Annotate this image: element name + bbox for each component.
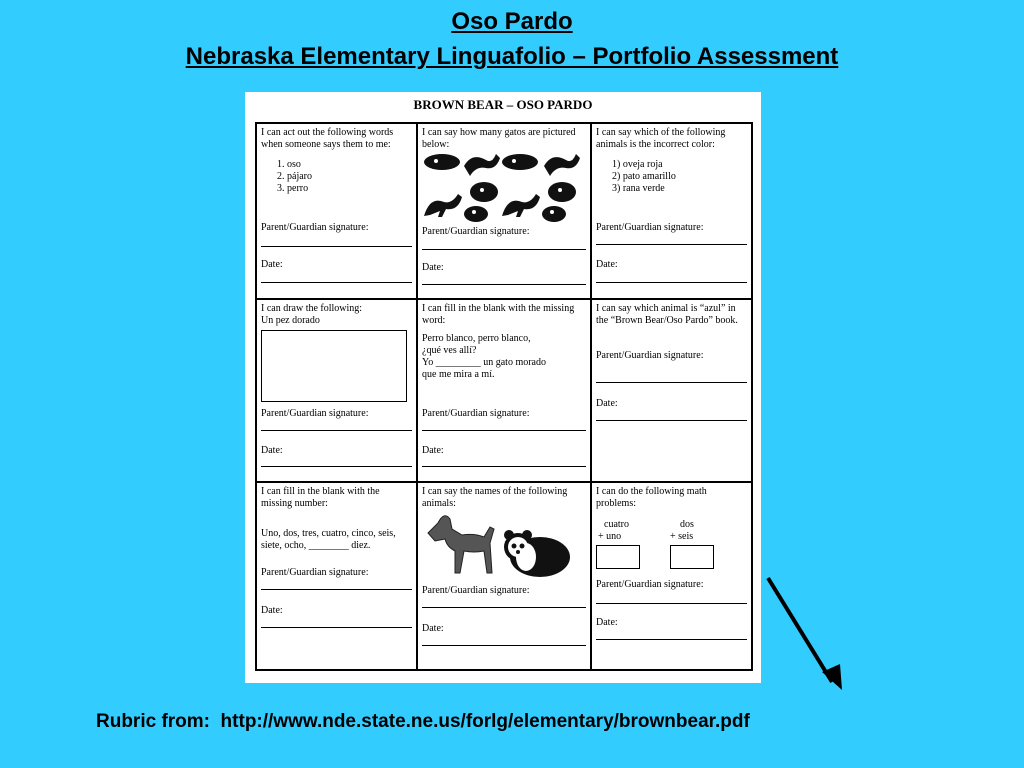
answer-box-2[interactable] xyxy=(670,545,714,569)
signature-line xyxy=(596,603,747,604)
list-item: 1) oveja roja xyxy=(612,159,663,170)
signature-line xyxy=(422,249,586,250)
cell-math xyxy=(592,483,751,669)
date-label: Date: xyxy=(261,605,283,616)
dog-and-panda-illustration xyxy=(422,509,578,585)
signature-label: Parent/Guardian signature: xyxy=(422,585,530,596)
cell-prompt: I can say the names of the following animals: xyxy=(422,486,568,509)
cell-prompt: I can say which of the following animals is the incorrect color: xyxy=(596,127,726,150)
date-label: Date: xyxy=(422,262,444,273)
signature-line xyxy=(596,382,747,383)
date-line xyxy=(261,282,412,283)
cell-prompt: I can draw the following: xyxy=(261,303,363,314)
math-problem-1-bottom: + uno xyxy=(598,531,622,542)
verse-line: Perro blanco, perro blanco, xyxy=(422,333,531,344)
date-line xyxy=(422,645,586,646)
date-label: Date: xyxy=(596,259,618,270)
signature-label: Parent/Guardian signature: xyxy=(261,408,369,419)
date-line xyxy=(261,466,412,467)
number-sequence: Uno, dos, tres, cuatro, cinco, seis, siete, ocho, ________ diez. xyxy=(261,528,396,551)
verse xyxy=(422,333,586,381)
rubric-document xyxy=(245,92,761,683)
document-title: BROWN BEAR – OSO PARDO xyxy=(413,97,593,112)
signature-label: Parent/Guardian signature: xyxy=(422,226,530,237)
draw-subject: Un pez dorado xyxy=(261,315,320,326)
cell-missing-number xyxy=(257,483,418,669)
math-problem-1-top: cuatro xyxy=(604,519,629,530)
signature-line xyxy=(261,246,412,247)
source-footer: Rubric from: http://www.nde.state.ne.us/forlg/elementary/brownbear.pdf xyxy=(96,711,750,732)
date-line xyxy=(422,466,586,467)
signature-label: Parent/Guardian signature: xyxy=(596,222,704,233)
signature-line xyxy=(261,589,412,590)
cell-incorrect-color xyxy=(592,124,751,300)
date-label: Date: xyxy=(422,623,444,634)
cell-azul-animal xyxy=(592,300,751,483)
slide-title: Oso Pardo xyxy=(451,8,573,35)
signature-label: Parent/Guardian signature: xyxy=(596,350,704,361)
signature-label: Parent/Guardian signature: xyxy=(261,222,369,233)
arrow-icon xyxy=(760,574,850,694)
signature-line xyxy=(422,430,586,431)
date-label: Date: xyxy=(596,398,618,409)
rubric-grid xyxy=(255,122,753,671)
verse-line: que me mira a mí. xyxy=(422,369,495,380)
drawing-box[interactable] xyxy=(261,330,407,402)
math-problem-2-bottom: + seis xyxy=(670,531,694,542)
cell-act-out xyxy=(257,124,418,300)
cell-draw xyxy=(257,300,418,483)
date-line xyxy=(596,420,747,421)
signature-label: Parent/Guardian signature: xyxy=(596,579,704,590)
animal-list xyxy=(612,159,747,195)
signature-label: Parent/Guardian signature: xyxy=(261,567,369,578)
date-line xyxy=(422,284,586,285)
signature-line xyxy=(422,607,586,608)
slide-subtitle: Nebraska Elementary Linguafolio – Portfolio Assessment xyxy=(185,43,839,70)
cell-prompt: I can say how many gatos are pictured below: xyxy=(422,127,576,150)
verse-line: Yo _________ un gato morado xyxy=(422,357,546,368)
cell-animal-names xyxy=(418,483,592,669)
cell-prompt: I can say which animal is “azul” in the “Brown Bear/Oso Pardo” book. xyxy=(596,303,738,326)
date-line xyxy=(596,282,747,283)
signature-label: Parent/Guardian signature: xyxy=(422,408,530,419)
date-label: Date: xyxy=(596,617,618,628)
word-list xyxy=(277,159,412,195)
cell-missing-word xyxy=(418,300,592,483)
cell-prompt: I can act out the following words when someone says them to me: xyxy=(261,127,394,150)
cell-count-cats xyxy=(418,124,592,300)
date-label: Date: xyxy=(422,445,444,456)
list-item: 3. perro xyxy=(277,183,309,194)
list-item: 3) rana verde xyxy=(612,183,665,194)
cats-and-frogs-illustration xyxy=(422,152,586,224)
list-item: 2. pájaro xyxy=(277,171,312,182)
cell-prompt: I can do the following math problems: xyxy=(596,486,707,509)
cell-prompt: I can fill in the blank with the missing word: xyxy=(422,303,575,326)
signature-line xyxy=(261,430,412,431)
signature-line xyxy=(596,244,747,245)
answer-box-1[interactable] xyxy=(596,545,640,569)
cell-prompt: I can fill in the blank with the missing number: xyxy=(261,486,380,509)
date-label: Date: xyxy=(261,445,283,456)
list-item: 2) pato amarillo xyxy=(612,171,676,182)
verse-line: ¿qué ves allí? xyxy=(422,345,477,356)
date-label: Date: xyxy=(261,259,283,270)
date-line xyxy=(261,627,412,628)
math-problem-2-top: dos xyxy=(680,519,694,530)
date-line xyxy=(596,639,747,640)
list-item: 1. oso xyxy=(277,159,301,170)
